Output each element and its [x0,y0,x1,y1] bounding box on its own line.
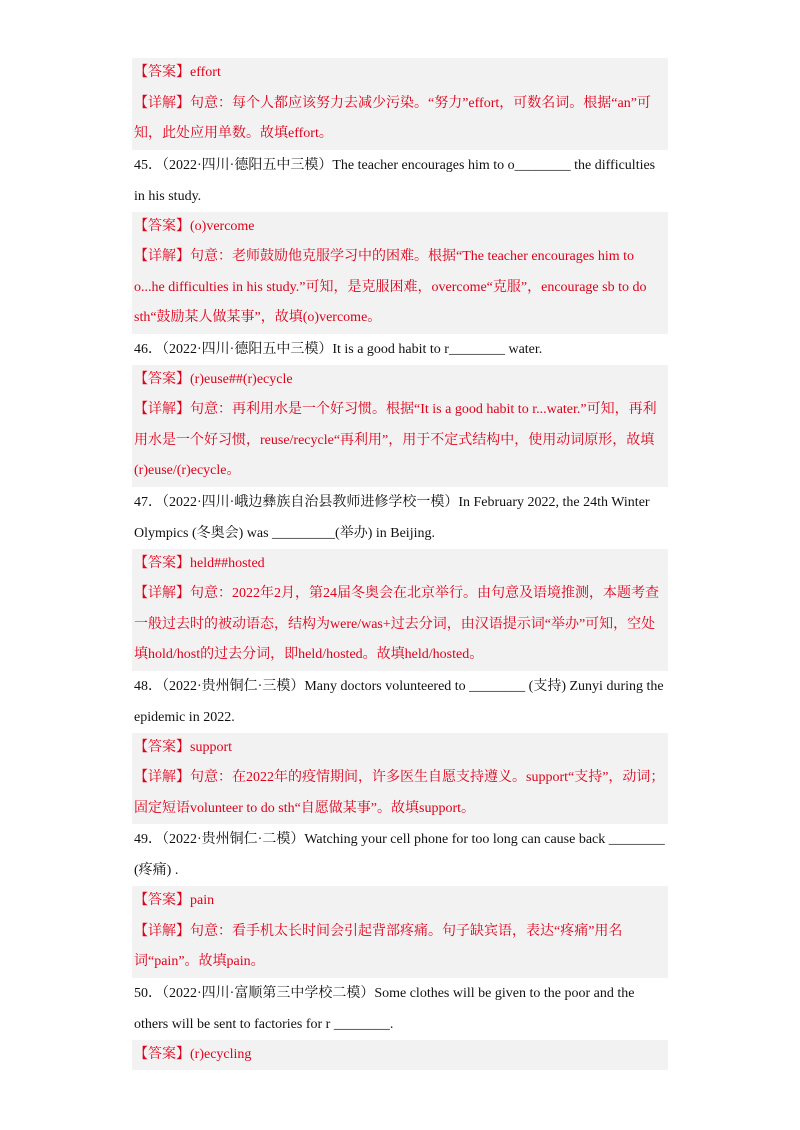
explanation-text: 【详解】句意：看手机太长时间会引起背部疼痛。句子缺宾语，表达“疼痛”用名词“pain”。故填pain。 [134,923,623,969]
explanation-text: 【详解】句意：在2022年的疫情期间，许多医生自愿支持遵义。support“支持”，动词；固定短语volunteer to do sth“自愿做某事”。故填support。 [134,770,665,816]
answer-line: 【答案】(r)euse##(r)ecycle [134,371,293,387]
answer-block [132,212,668,334]
question-48: 48．（2022·贵州铜仁·三模）Many doctors volunteered to ________ (支持) Zunyi during the epidemic in 2022. [134,678,664,725]
answer-block [132,886,668,978]
answer-line: 【答案】pain [134,893,215,908]
explanation-text: 【详解】句意：2022年2月，第24届冬奥会在北京举行。由句意及语境推测，本题考查一般过去时的被动语态，结构为were/was+过去分词，由汉语提示词“举办”可知，空处填hold/host的过去分词，即held/hosted。故填held/hosted。 [134,586,659,662]
question-49: 49．（2022·贵州铜仁·二模）Watching your cell phone for too long can cause back ________ (疼痛) . [134,832,665,878]
answer-line: 【答案】(r)ecycling [134,1046,252,1062]
answer-block [132,549,668,671]
answer-line: 【答案】(o)vercome [134,218,255,234]
question-50: 50．（2022·四川·富顺第三中学校二模）Some clothes will be given to the poor and the others will be sent to factories for r ________. [134,985,635,1032]
question-47: 47．（2022·四川·峨边彝族自治县教师进修学校一模）In February 2022, the 24th Winter Olympics (冬奥会) was _________(举办) in Beijing. [134,494,650,541]
question-46: 46．（2022·四川·德阳五中三模）It is a good habit to r________ water. [134,341,543,357]
answer-line: 【答案】held##hosted [134,555,265,571]
answer-block [132,1040,668,1071]
answer-line: 【答案】support [134,739,232,755]
document-content [134,58,666,1070]
explanation-text: 【详解】句意：老师鼓励他克服学习中的困难。根据“The teacher encourages him to o...he difficulties in his study.”可知，是克服困难，overcome“克服”，encourage sb to do sth“鼓励某人做某事”，故填(o)vercome。 [134,249,647,325]
answer-block [132,733,668,825]
explanation-text: 【详解】句意：每个人都应该努力去减少污染。“努力”effort，可数名词。根据“an”可知，此处应用单数。故填effort。 [134,95,651,141]
answer-block [132,365,668,487]
question-45: 45．（2022·四川·德阳五中三模）The teacher encourages him to o________ the difficulties in his study. [134,157,656,204]
answer-line: 【答案】effort [134,65,221,80]
explanation-text: 【详解】句意：再利用水是一个好习惯。根据“It is a good habit to r...water.”可知，再利用水是一个好习惯，reuse/recycle“再利用”，用于不定式结构中，使用动词原形，故填(r)euse/(r)ecycle。 [134,402,657,478]
answer-block [132,58,668,150]
